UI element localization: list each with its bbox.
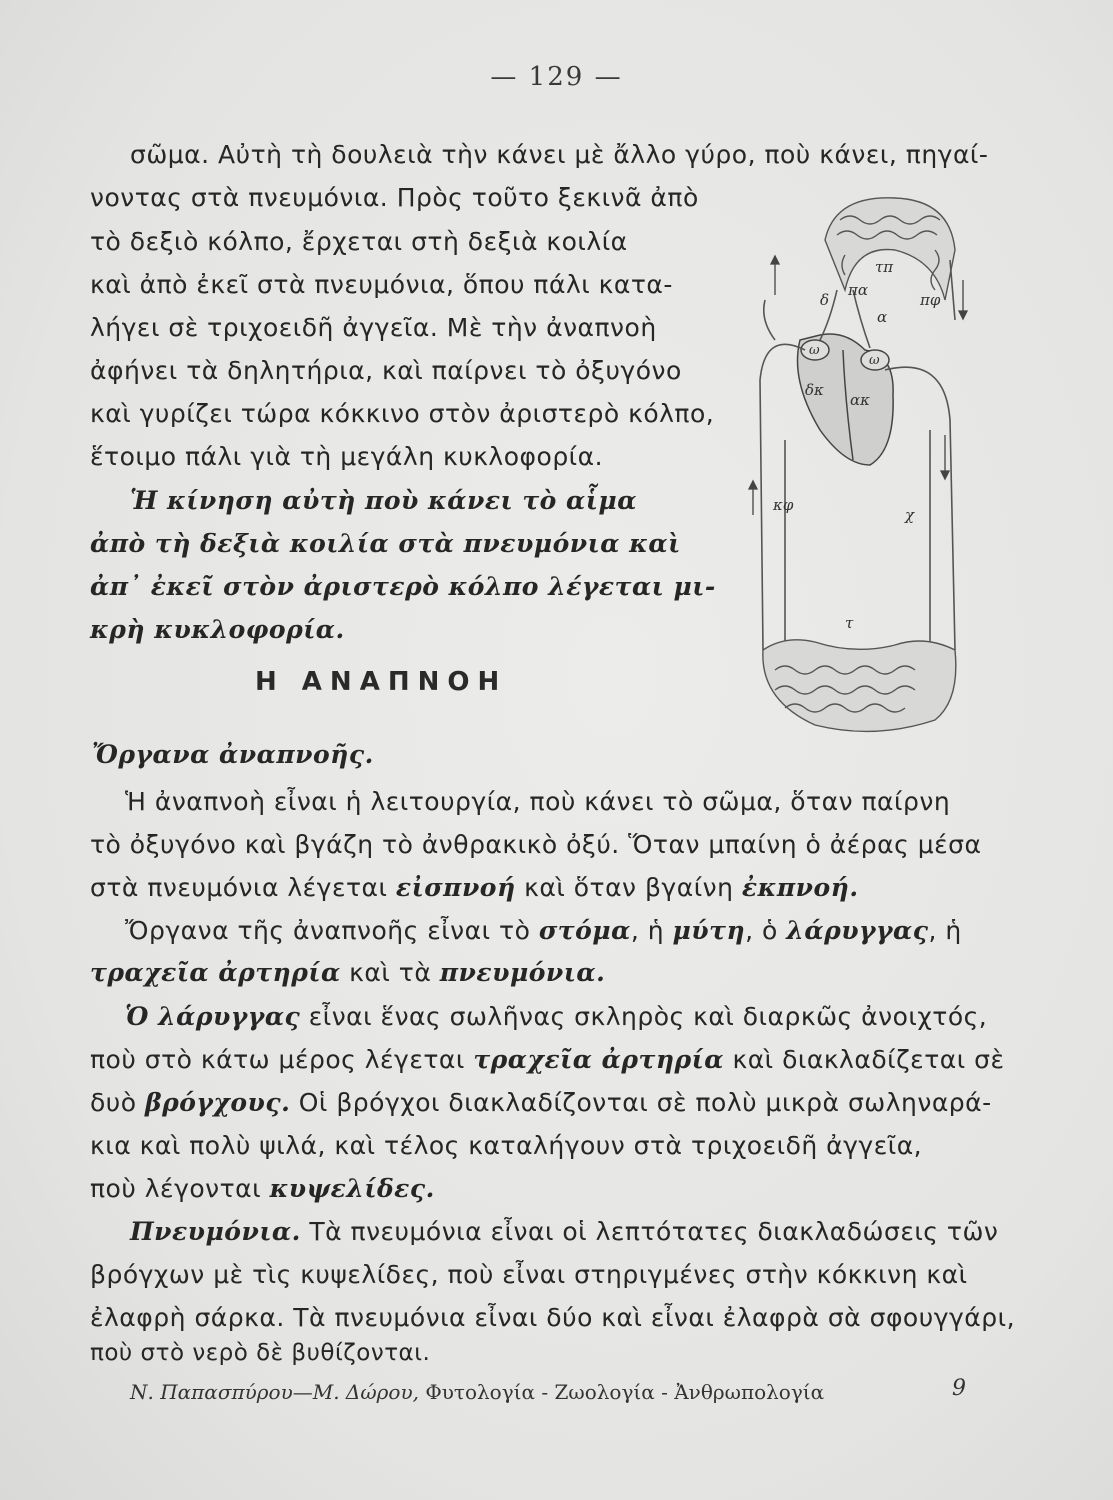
term-inhale: εἰσπνοή [395, 873, 516, 902]
text-fragment: ποὺ λέγονται [90, 1174, 270, 1203]
text-line: ἐλαφρὴ σάρκα. Τὰ πνευμόνια εἶναι δύο καὶ εἶναι ἐλαφρὰ σὰ σφουγγάρι, [90, 1303, 1016, 1332]
text-fragment: , ἡ [630, 916, 673, 945]
text-line: λήγει σὲ τριχοειδῆ ἀγγεῖα. Μὲ τὴν ἀναπνοὴ [90, 313, 657, 342]
term-larynx: λάρυγγας [786, 916, 929, 945]
label-d: δ [820, 291, 830, 309]
text-fragment: καὶ διακλαδίζεται σὲ [724, 1045, 1005, 1074]
term-lungs: πνευμόνια. [439, 958, 606, 987]
page-number: — 129 — [490, 62, 623, 92]
definition-line: κρὴ κυκλοφορία. [90, 615, 345, 644]
label-pa: πα [848, 281, 868, 299]
text-line [90, 1045, 1005, 1074]
term-bronchi: βρόγχους. [145, 1088, 291, 1117]
term-trachea: τραχεῖα ἀρτηρία [473, 1045, 725, 1074]
term-nose: μύτη [672, 916, 746, 945]
term-mouth: στόμα [538, 916, 631, 945]
text-line [90, 873, 859, 902]
signature-mark: 9 [952, 1376, 966, 1401]
definition-line: ἀπὸ τὴ δεξιὰ κοιλία στὰ πνευμόνια καὶ [90, 529, 681, 558]
text-line: βρόγχων μὲ τὶς κυψελίδες, ποὺ εἶναι στηριγμένες στὴν κόκκινη καὶ [90, 1260, 968, 1289]
text-line: κια καὶ πολὺ ψιλά, καὶ τέλος καταλήγουν στὰ τριχοειδῆ ἀγγεῖα, [90, 1131, 923, 1160]
term-exhale: ἐκπνοή. [741, 873, 859, 902]
text-line: Ἡ ἀναπνοὴ εἶναι ἡ λειτουργία, ποὺ κάνει τὸ σῶμα, ὅταν παίρνη [125, 787, 951, 816]
text-line: σῶμα. Αὐτὴ τὴ δουλειὰ τὴν κάνει μὲ ἄλλο γύρο, ποὺ κάνει, πηγαί- [130, 140, 989, 169]
text-line: ἕτοιμο πάλι γιὰ τὴ μεγάλη κυκλοφορία. [90, 442, 604, 471]
text-line: νοντας στὰ πνευμόνια. Πρὸς τοῦτο ξεκινᾶ ἀπὸ [90, 183, 699, 212]
text-line: ποὺ στὸ νερὸ δὲ βυθίζονται. [90, 1340, 431, 1366]
footer-authors: Ν. Παπασπύρου—Μ. Δώρου, [130, 1380, 419, 1404]
text-line: καὶ ἀπὸ ἐκεῖ στὰ πνευμόνια, ὅπου πάλι κατα- [90, 270, 673, 299]
text-line [90, 1088, 992, 1117]
text-fragment: στὰ πνευμόνια λέγεται [90, 873, 396, 902]
section-heading: Η ΑΝΑΠΝΟΗ [255, 667, 508, 697]
text-line [130, 1217, 998, 1246]
text-line [90, 1174, 435, 1203]
text-line: καὶ γυρίζει τώρα κόκκινο στὸν ἀριστερὸ κόλπο, [90, 399, 715, 428]
text-line: τὸ ὀξυγόνο καὶ βγάζη τὸ ἀνθρακικὸ ὀξύ. Ὅταν μπαίνη ὁ ἀέρας μέσα [90, 830, 982, 859]
label-kf: κφ [773, 496, 794, 514]
definition-line: ἀπ᾽ ἐκεῖ στὸν ἀριστερὸ κόλπο λέγεται μι- [90, 572, 716, 601]
label-tp: τπ [875, 258, 894, 276]
label-ak: ακ [850, 391, 870, 409]
text-fragment: Οἱ βρόγχοι διακλαδίζονται σὲ πολὺ μικρὰ σωληναρά- [290, 1088, 992, 1117]
text-fragment: καὶ ὅταν βγαίνη [515, 873, 742, 902]
label-pf: πφ [920, 291, 941, 309]
text-fragment: , ὁ [745, 916, 787, 945]
text-line [125, 916, 962, 945]
text-line [90, 958, 605, 987]
definition-line: Ἡ κίνηση αὐτὴ ποὺ κάνει τὸ αἷμα [130, 486, 637, 515]
label-a: α [877, 308, 888, 326]
text-fragment: εἶναι ἕνας σωλῆνας σκληρὸς καὶ διαρκῶς ἀνοιχτός, [300, 1002, 988, 1031]
term-lungs: Πνευμόνια. [130, 1217, 301, 1246]
term-larynx: Ὁ λάρυγγας [125, 1002, 301, 1031]
text-fragment: καὶ τὰ [340, 958, 440, 987]
text-line [125, 1002, 987, 1031]
subheading: Ὄργανα ἀναπνοῆς. [92, 740, 374, 769]
text-fragment: , ἡ [928, 916, 962, 945]
footer [130, 1380, 824, 1404]
term-trachea: τραχεῖα ἀρτηρία [90, 958, 341, 987]
circulation-diagram [745, 180, 990, 750]
text-fragment: δυὸ [90, 1088, 146, 1117]
body-capillary-bed [763, 640, 956, 732]
lung-capillary-bed [825, 198, 955, 300]
text-line: τὸ δεξιὸ κόλπο, ἔρχεται στὴ δεξιὰ κοιλία [90, 227, 628, 256]
term-alveoli: κυψελίδες. [269, 1174, 435, 1203]
text-line: ἀφήνει τὰ δηλητήρια, καὶ παίρνει τὸ ὀξυγόνο [90, 356, 682, 385]
text-fragment: ποὺ στὸ κάτω μέρος λέγεται [90, 1045, 474, 1074]
footer-title: Φυτολογία - Ζωολογία - Ἀνθρωπολογία [418, 1380, 825, 1404]
label-w2: ω [869, 353, 880, 368]
label-t: τ [845, 614, 854, 632]
text-fragment: Τὰ πνευμόνια εἶναι οἱ λεπτότατες διακλαδώσεις τῶν [300, 1217, 999, 1246]
label-w1: ω [809, 343, 820, 358]
text-fragment: Ὄργανα τῆς ἀναπνοῆς εἶναι τὸ [125, 916, 539, 945]
label-x: χ [905, 506, 915, 524]
label-dk: δκ [805, 381, 824, 399]
